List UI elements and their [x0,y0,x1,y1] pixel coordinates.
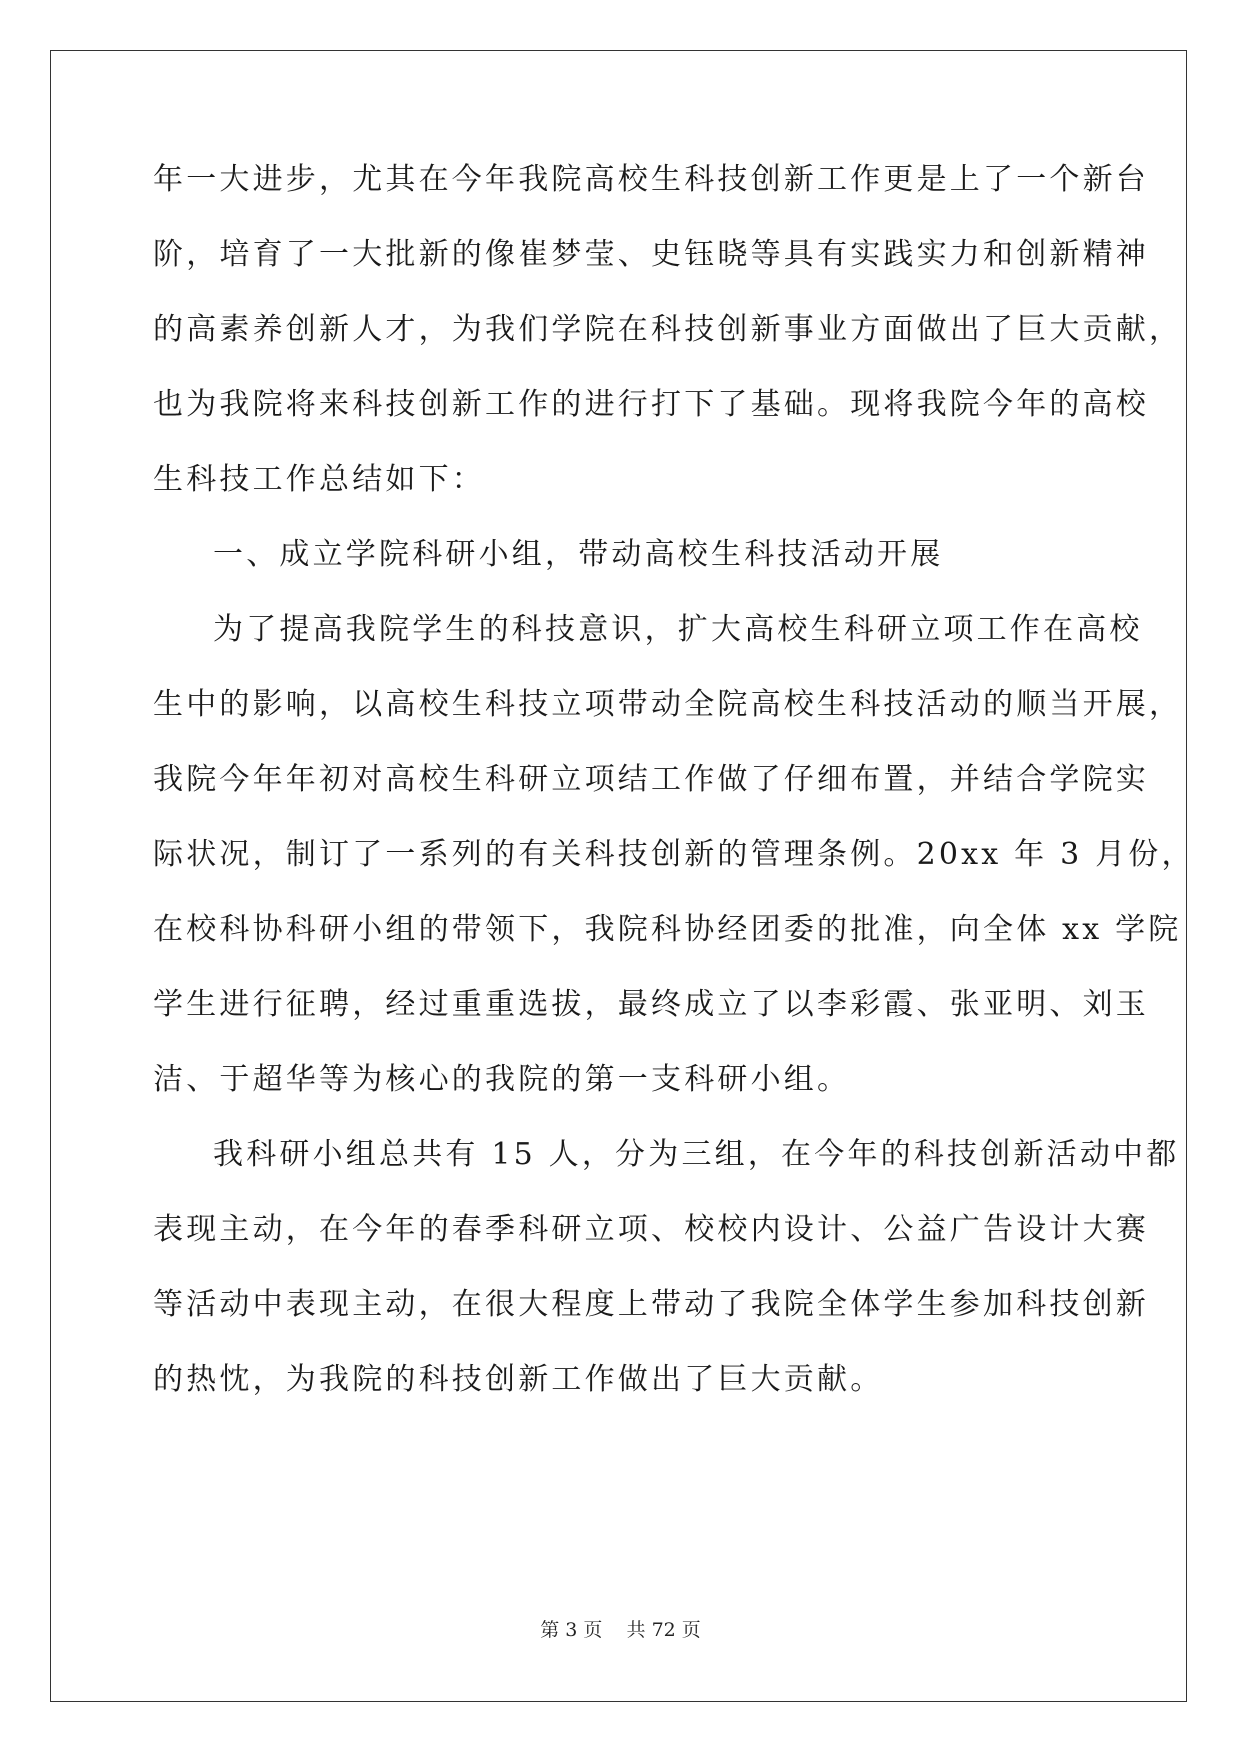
page-border [50,50,1187,1702]
text-line: 表现主动，在今年的春季科研立项、校校内设计、公益广告设计大赛 [153,1212,1149,1247]
text-line: 的热忱，为我院的科技创新工作做出了巨大贡献。 [153,1362,884,1397]
text-line: 生中的影响，以高校生科技立项带动全院高校生科技活动的顺当开展， [153,687,1183,722]
text-line: 阶，培育了一大批新的像崔梦莹、史钰晓等具有实践实力和创新精神 [153,237,1149,272]
section-heading: 一、成立学院科研小组，带动高校生科技活动开展 [213,537,944,572]
page-total: 共 72 页 [626,1619,701,1641]
text-line: 生科技工作总结如下： [153,462,485,497]
text-line: 在校科协科研小组的带领下，我院科协经团委的批准，向全体 xx 学院 [153,912,1182,947]
text-line: 我院今年年初对高校生科研立项结工作做了仔细布置，并结合学院实 [153,762,1149,797]
text-line: 学生进行征聘，经过重重选拔，最终成立了以李彩霞、张亚明、刘玉 [153,987,1149,1022]
text-line: 为了提高我院学生的科技意识，扩大高校生科研立项工作在高校 [213,612,1143,647]
text-line: 洁、于超华等为核心的我院的第一支科研小组。 [153,1062,851,1097]
text-line: 年一大进步，尤其在今年我院高校生科技创新工作更是上了一个新台 [153,162,1149,197]
text-line: 的高素养创新人才，为我们学院在科技创新事业方面做出了巨大贡献， [153,312,1183,347]
text-line: 也为我院将来科技创新工作的进行打下了基础。现将我院今年的高校 [153,387,1149,422]
text-line: 际状况，制订了一系列的有关科技创新的管理条例。20xx 年 3 月份， [153,837,1195,872]
text-line: 我科研小组总共有 15 人，分为三组，在今年的科技创新活动中都 [213,1137,1180,1172]
page-footer [0,1618,1241,1642]
text-line: 等活动中表现主动，在很大程度上带动了我院全体学生参加科技创新 [153,1287,1149,1322]
page-number: 第 3 页 [540,1619,603,1641]
